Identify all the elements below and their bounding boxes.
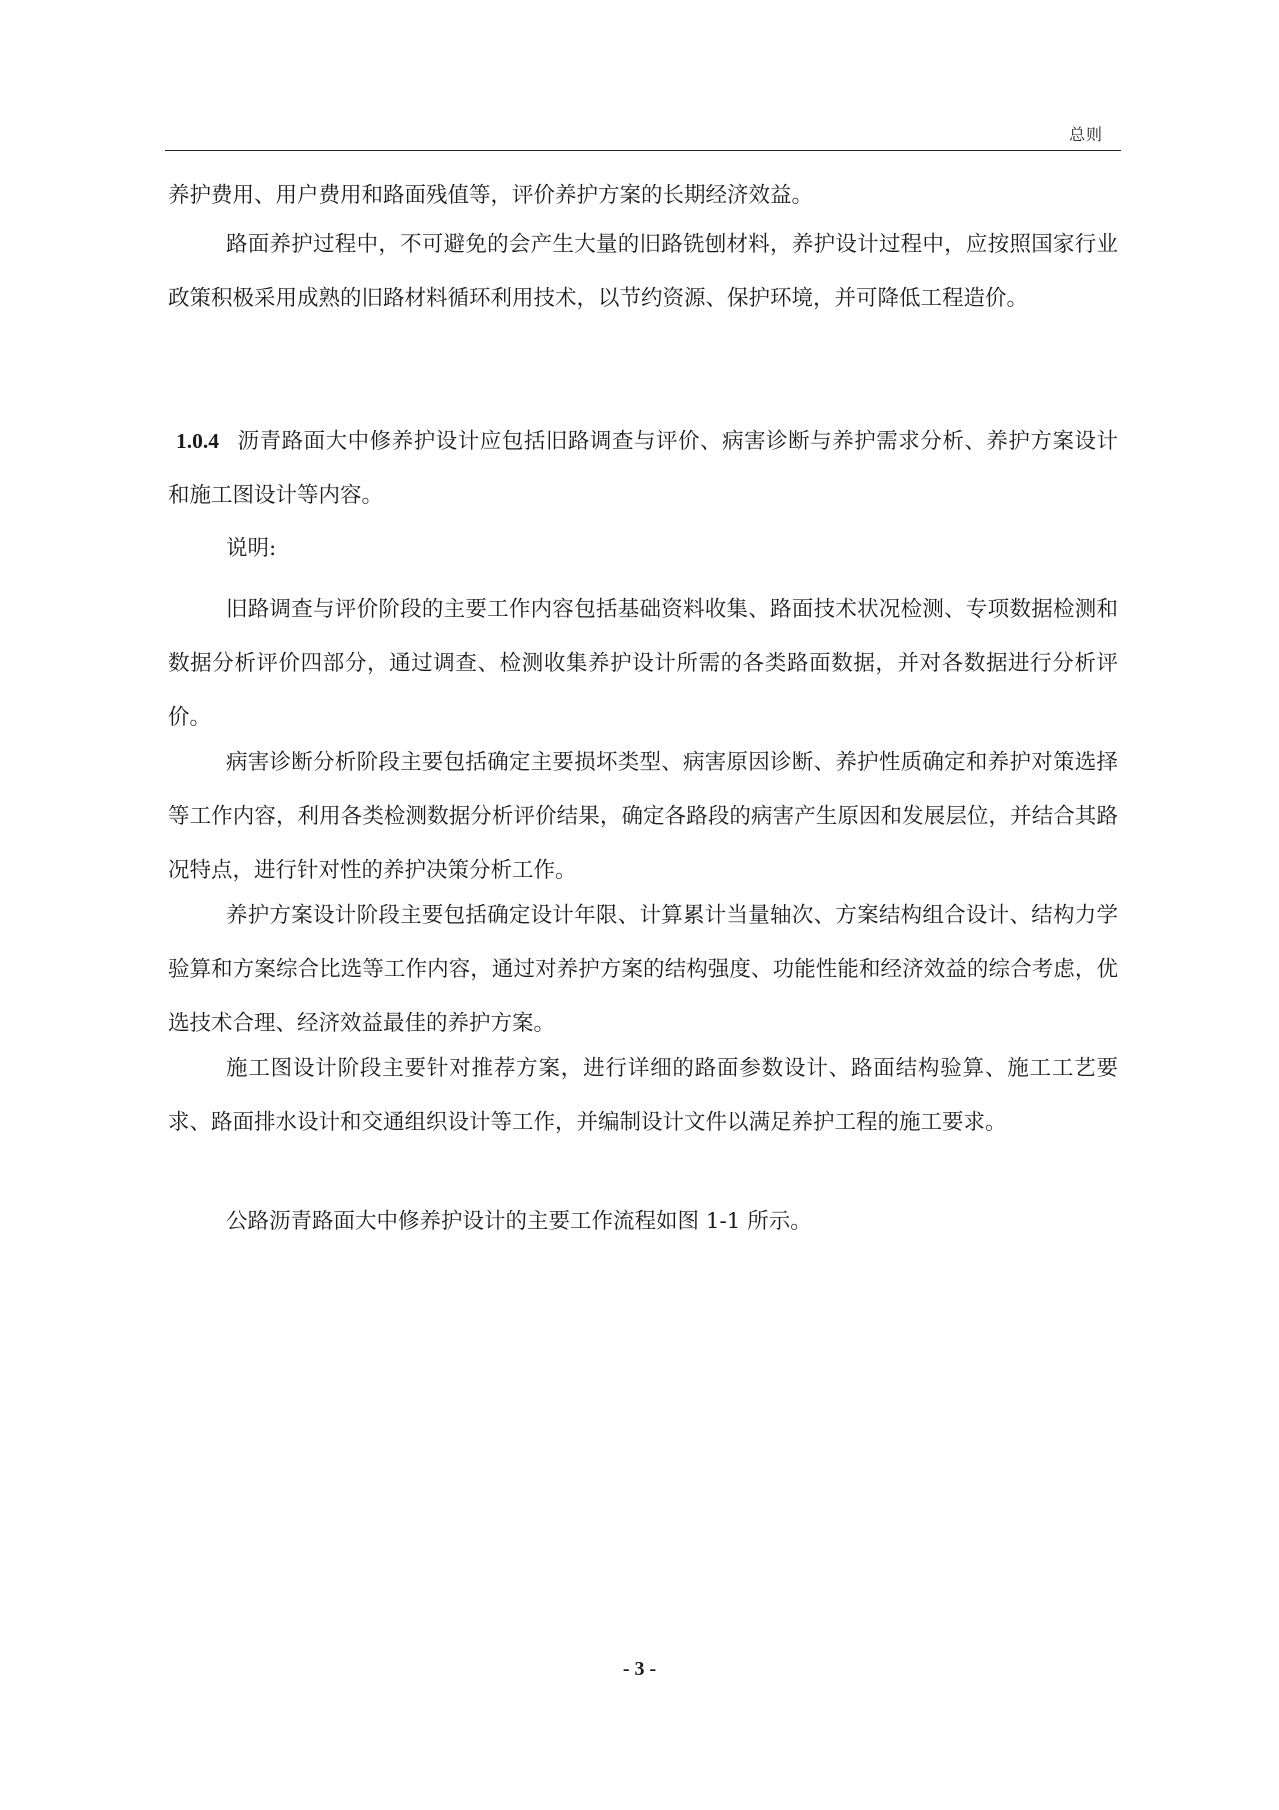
- paragraph-1: 养护费用、用户费用和路面残值等，评价养护方案的长期经济效益。: [168, 183, 814, 208]
- page-number: - 3 -: [622, 1658, 657, 1680]
- running-header: 总则: [1068, 125, 1103, 144]
- clause-paragraph: [168, 414, 1118, 523]
- header-divider: [165, 150, 1121, 151]
- clause-block: [168, 414, 1118, 523]
- paragraph-6: 施工图设计阶段主要针对推荐方案，进行详细的路面参数设计、路面结构验算、施工工艺要求、路面排水设计和交通组织设计等工作，并编制设计文件以满足养护工程的施工要求。: [168, 1056, 1118, 1135]
- paragraph-7: 公路沥青路面大中修养护设计的主要工作流程如图 1-1 所示。: [226, 1209, 812, 1234]
- paragraph-block-6: [168, 1042, 1118, 1150]
- paragraph-continued: [168, 169, 1118, 223]
- paragraph-block-4: [168, 736, 1118, 898]
- paragraph-4: 病害诊断分析阶段主要包括确定主要损坏类型、病害原因诊断、养护性质确定和养护对策选择等工作内容，利用各类检测数据分析评价结果，确定各路段的病害产生原因和发展层位，并结合其路况特点，进行针对性的养护决策分析工作。: [168, 750, 1118, 883]
- clause-text: 沥青路面大中修养护设计应包括旧路调查与评价、病害诊断与养护需求分析、养护方案设计和施工图设计等内容。: [168, 429, 1118, 508]
- paragraph-2: 路面养护过程中，不可避免的会产生大量的旧路铣刨材料，养护设计过程中，应按照国家行业政策积极采用成熟的旧路材料循环利用技术，以节约资源、保护环境，并可降低工程造价。: [168, 232, 1118, 311]
- paragraph-block-5: [168, 889, 1118, 1051]
- paragraph-block-7: [168, 1195, 1118, 1249]
- clause-number: 1.0.4: [176, 429, 219, 453]
- paragraph-block-2: [168, 218, 1118, 326]
- paragraph-5: 养护方案设计阶段主要包括确定设计年限、计算累计当量轴次、方案结构组合设计、结构力学验算和方案综合比选等工作内容，通过对养护方案的结构强度、功能性能和经济效益的综合考虑，优选技术合理、经济效益最佳的养护方案。: [168, 903, 1118, 1036]
- explanation-label: 说明:: [226, 536, 277, 561]
- paragraph-block-3: [168, 583, 1118, 745]
- paragraph-3: 旧路调查与评价阶段的主要工作内容包括基础资料收集、路面技术状况检测、专项数据检测和数据分析评价四部分，通过调查、检测收集养护设计所需的各类路面数据，并对各数据进行分析评价。: [168, 597, 1118, 730]
- explanation-block: [168, 522, 1118, 576]
